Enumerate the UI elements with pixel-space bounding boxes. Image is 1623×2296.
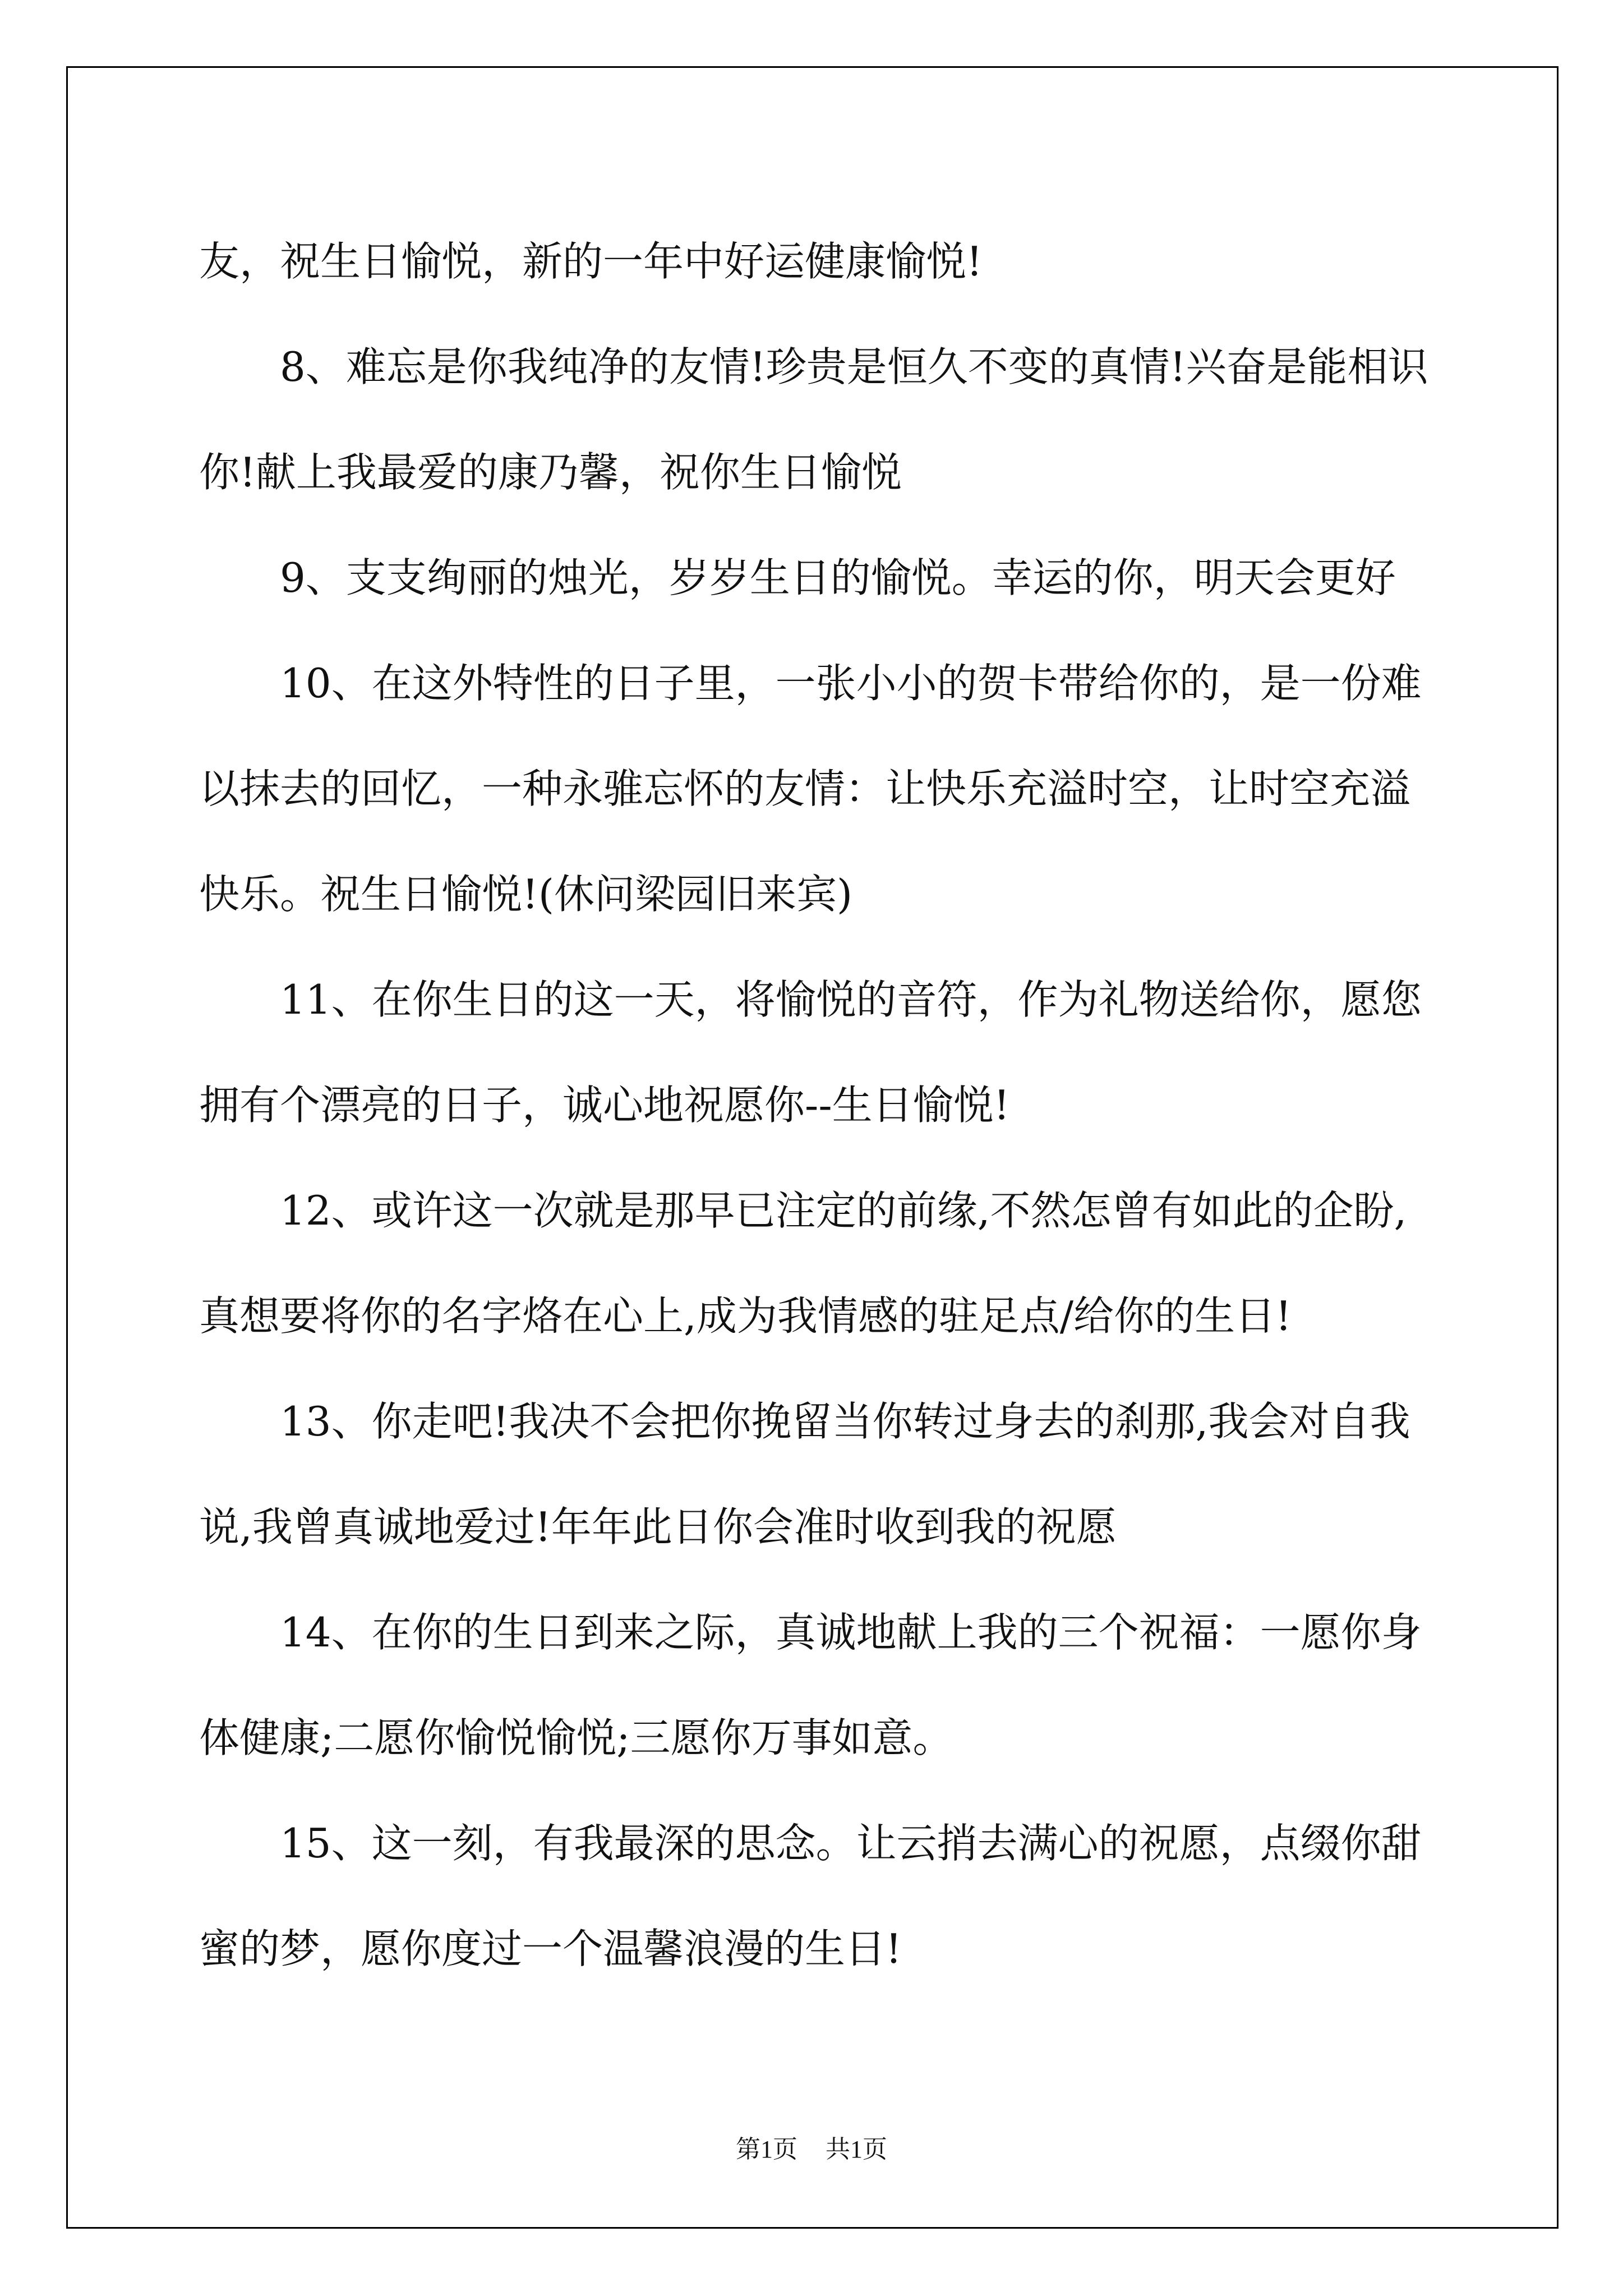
page-number-current: 第1页 [736, 2136, 797, 2163]
paragraph: 11、在你生日的这一天，将愉悦的音符，作为礼物送给你，愿您拥有个漂亮的日子，诚心地祝愿你--生日愉悦! [199, 976, 1422, 1129]
document-body [199, 209, 1433, 2001]
paragraph: 友，祝生日愉悦，新的一年中好运健康愉悦! [199, 238, 983, 285]
paragraph: 15、这一刻，有我最深的思念。让云捎去满心的祝愿，点缀你甜蜜的梦，愿你度过一个温馨浪漫的生日! [199, 1820, 1422, 1972]
page-footer [0, 2129, 1623, 2165]
paragraph: 8、难忘是你我纯净的友情!珍贵是恒久不变的真情!兴奋是能相识你!献上我最爱的康乃馨，祝你生日愉悦 [199, 343, 1428, 496]
paragraph: 12、或许这一次就是那早已注定的前缘,不然怎曾有如此的企盼,真想要将你的名字烙在心上,成为我情感的驻足点/给你的生日! [199, 1187, 1407, 1340]
paragraph: 13、你走吧!我决不会把你挽留当你转过身去的刹那,我会对自我说,我曾真诚地爱过!年年此日你会准时收到我的祝愿 [199, 1398, 1410, 1550]
paragraph: 9、支支绚丽的烛光，岁岁生日的愉悦。幸运的你，明天会更好 [280, 554, 1396, 601]
page-number-total: 共1页 [826, 2136, 887, 2163]
paragraph: 10、在这外特性的日子里，一张小小的贺卡带给你的，是一份难以抹去的回忆，一种永骓忘怀的友情：让快乐充溢时空，让时空充溢快乐。祝生日愉悦!(休问梁园旧来宾) [199, 660, 1422, 918]
paragraph: 14、在你的生日到来之际，真诚地献上我的三个祝福：一愿你身体健康;二愿你愉悦愉悦;三愿你万事如意。 [199, 1609, 1422, 1761]
